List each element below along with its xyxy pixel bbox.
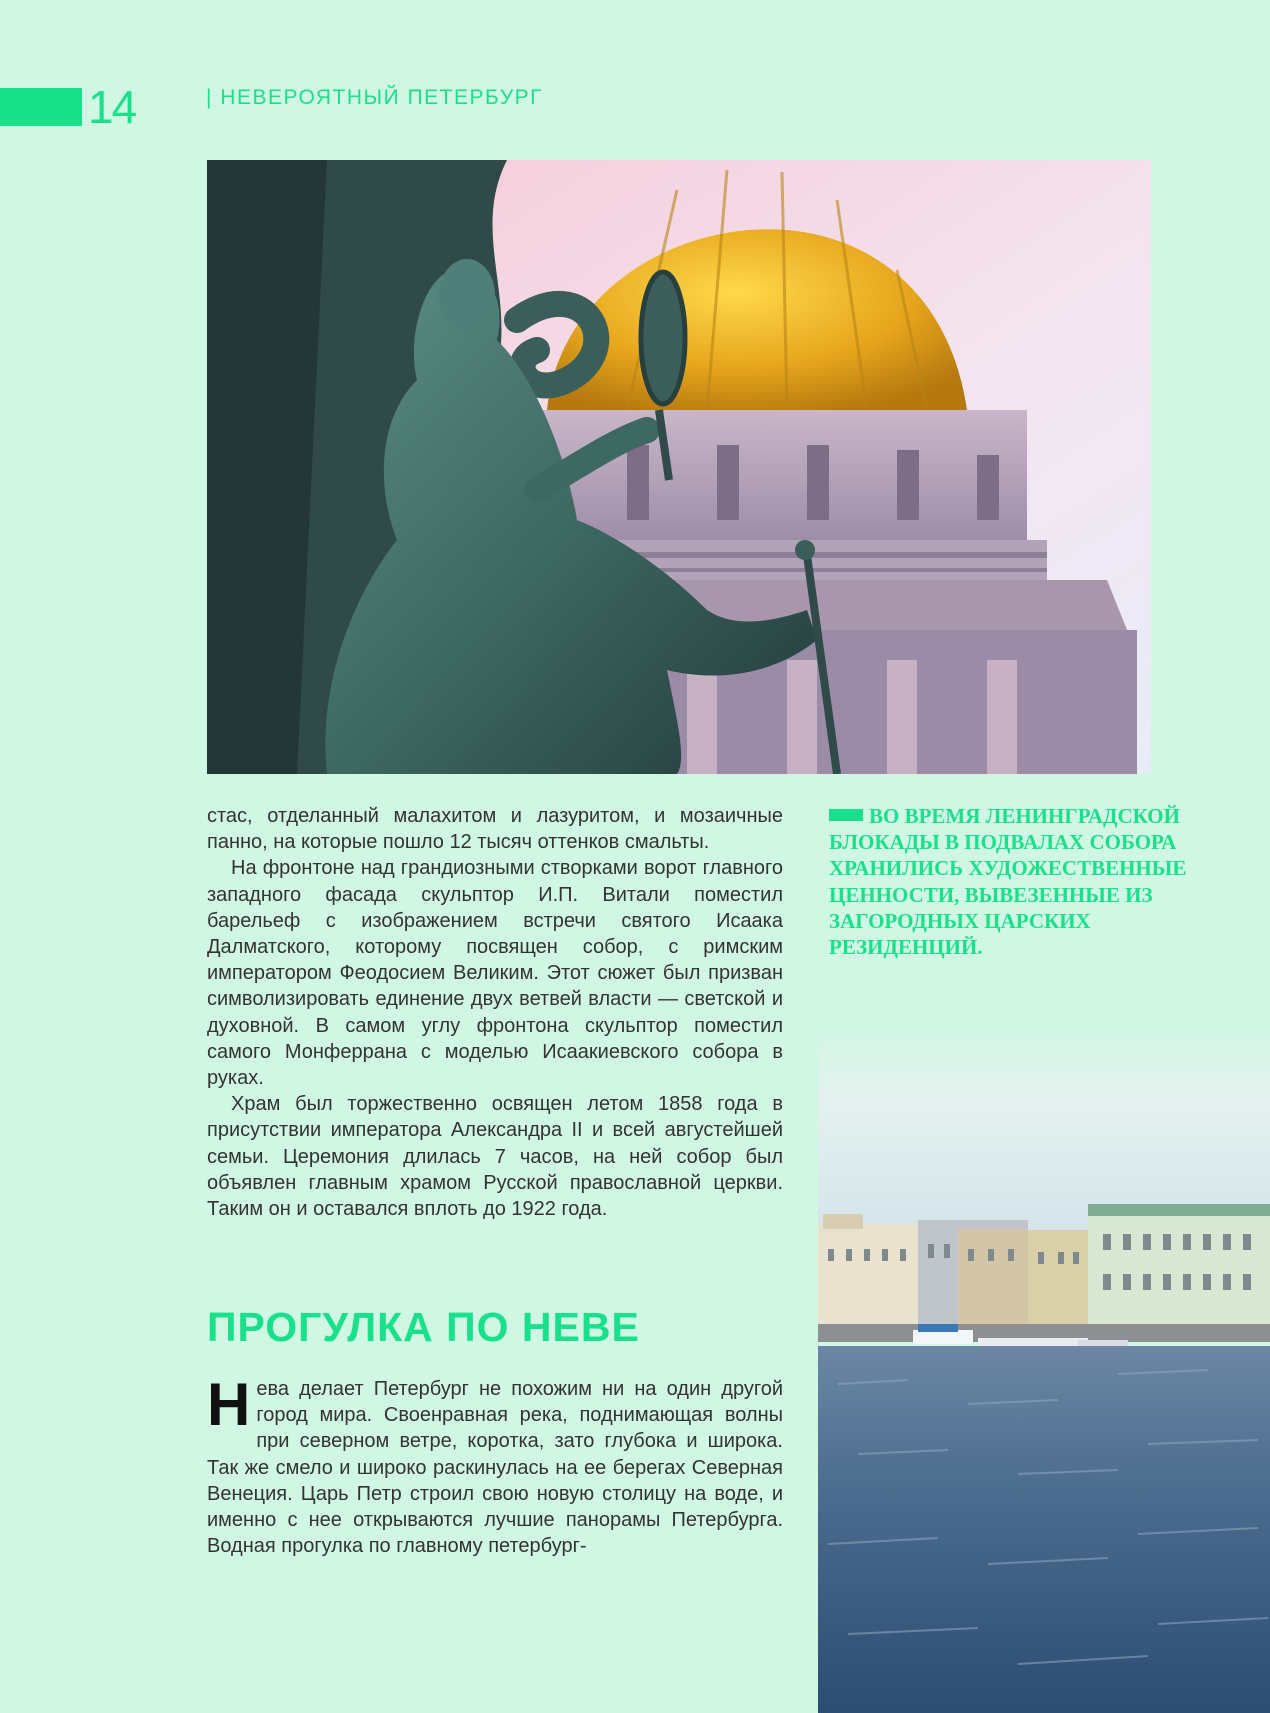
drop-cap: Н xyxy=(207,1371,251,1438)
running-title: | НЕВЕРОЯТНЫЙ ПЕТЕРБУРГ xyxy=(206,86,544,109)
paragraph: Храм был торжественно освящен летом 1858 года в присутствии императора Александра II и всей августейшей семьи. Церемония длилась 7 часов, на ней собор был объявлен главным храмом Русской православной церкви. Таким он и оставался вплоть до 1922 года. xyxy=(207,1093,783,1221)
statue-dome-illustration xyxy=(207,160,1151,774)
quote-marker xyxy=(829,809,863,821)
photo-statue-and-cathedral-dome xyxy=(207,160,1151,774)
body-text-section xyxy=(207,1371,783,1559)
paragraph: стас, отделанный малахитом и лазуритом, и мозаичные панно, на которые пошло 12 тысяч оттенков смальты. xyxy=(207,805,783,854)
page-number: 14 xyxy=(88,81,136,133)
sidebar-quote xyxy=(829,803,1249,960)
photo-neva-embankment xyxy=(818,1024,1270,1713)
page-number-bar xyxy=(0,88,82,126)
paragraph: На фронтоне над грандиозными створками ворот главного западного фасада скульптор И.П. Витали поместил барельеф с изображением встречи святого Исаака Далматского, которому посвящен собор, с римским императором Феодосием Великим. Этот сюжет был призван символизировать единение двух ветвей власти — светской и духовной. В самом углу фронтона скульптор поместил самого Монферрана с моделью Исаакиевского собора в руках. xyxy=(207,857,783,1090)
body-text-top xyxy=(207,803,783,1222)
paragraph: ева делает Петербург не похожим ни на один другой город мира. Своенравная река, поднимающая волны при северном ветре, коротка, зато глубока и широка. Так же смело и широко раскинулась на ее берегах Северная Венеция. Царь Петр строил свою новую столицу на воде, и именно с нее открываются лучшие панорамы Петербурга. Водная прогулка по главному петербург- xyxy=(207,1378,783,1558)
quote-text: ВО ВРЕМЯ ЛЕНИНГРАДСКОЙ БЛОКАДЫ В ПОДВАЛАХ СОБОРА ХРАНИЛИСЬ ХУДОЖЕСТВЕННЫЕ ЦЕННОСТИ, ВЫВЕЗЕННЫЕ ИЗ ЗАГОРОДНЫХ ЦАРСКИХ РЕЗИДЕНЦИЙ. xyxy=(829,804,1187,960)
section-title: ПРОГУЛКА ПО НЕВЕ xyxy=(207,1304,640,1350)
neva-illustration xyxy=(818,1024,1270,1713)
